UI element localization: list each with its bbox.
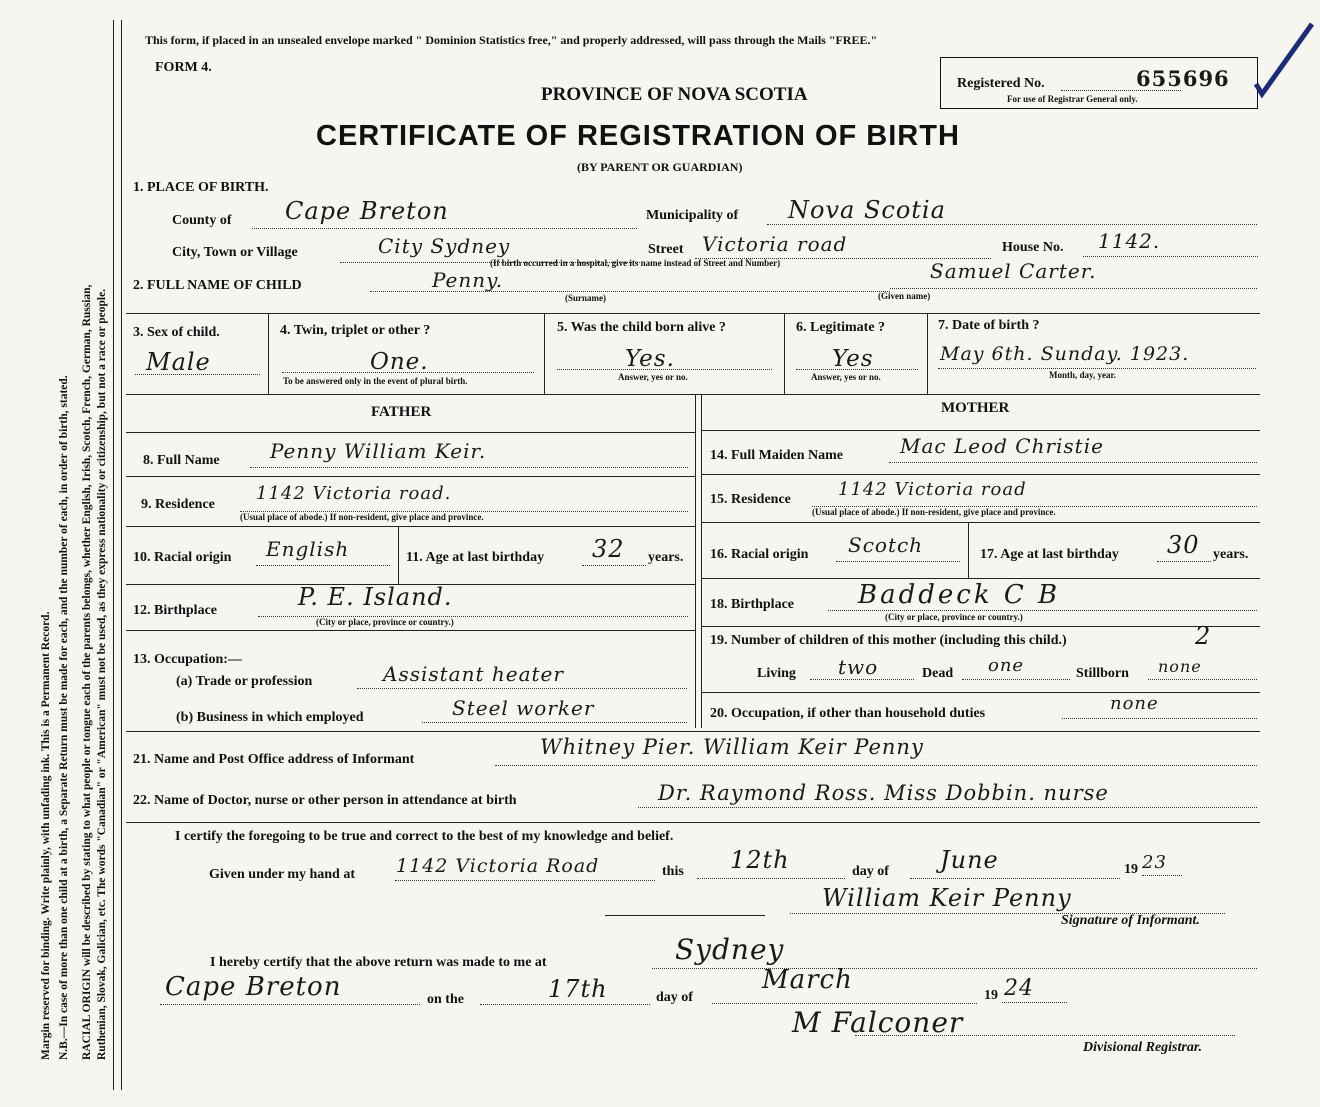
father-race-label: 10. Racial origin bbox=[133, 550, 232, 565]
margin-line-2: N.B.—In case of more than one child at a birth, a Separate Return must be made for each, and the number of each, in order of birth, stated. bbox=[58, 375, 70, 1060]
sex-label: 3. Sex of child. bbox=[133, 325, 220, 340]
given-at-label: Given under my hand at bbox=[209, 867, 355, 882]
street-label: Street bbox=[648, 242, 684, 257]
doctor-value: Dr. Raymond Ross. Miss Dobbin. nurse bbox=[658, 781, 1109, 805]
given-note: (Given name) bbox=[878, 291, 931, 301]
sex-value: Male bbox=[146, 348, 211, 376]
father-birthplace-label: 12. Birthplace bbox=[133, 603, 217, 618]
cert-year-prefix: 19 bbox=[1124, 862, 1138, 877]
cert-year: 23 bbox=[1142, 852, 1167, 873]
house-label: House No. bbox=[1002, 240, 1064, 255]
province-title: PROVINCE OF NOVA SCOTIA bbox=[541, 84, 808, 105]
county-label: County of bbox=[172, 213, 232, 228]
certify-statement: I certify the foregoing to be true and correct to the best of my knowledge and belief. bbox=[175, 829, 674, 844]
father-heading: FATHER bbox=[371, 404, 432, 420]
informant-label: 21. Name and Post Office address of Informant bbox=[133, 752, 415, 767]
father-business-value: Steel worker bbox=[452, 696, 595, 720]
mother-race-label: 16. Racial origin bbox=[710, 547, 809, 562]
mother-birthplace-note: (City or place, province or country.) bbox=[885, 612, 1023, 622]
father-years-label: years. bbox=[648, 550, 684, 565]
registered-label: Registered No. bbox=[957, 76, 1045, 91]
form-number: FORM 4. bbox=[155, 60, 212, 75]
doctor-label: 22. Name of Doctor, nurse or other person in attendance at birth bbox=[133, 793, 517, 808]
alive-label: 5. Was the child born alive ? bbox=[557, 320, 726, 335]
mother-name-value: Mac Leod Christie bbox=[900, 434, 1104, 458]
twin-value: One. bbox=[370, 349, 429, 375]
mother-years-label: years. bbox=[1213, 547, 1249, 562]
mother-age-value: 30 bbox=[1167, 531, 1200, 559]
child-surname: Penny. bbox=[432, 268, 504, 292]
dob-note: Month, day, year. bbox=[1049, 370, 1116, 380]
mother-heading: MOTHER bbox=[941, 400, 1010, 416]
dead-value: one bbox=[988, 655, 1025, 676]
street-value: Victoria road bbox=[702, 232, 848, 256]
mother-occupation-value: none bbox=[1110, 693, 1159, 714]
binding-line bbox=[121, 20, 122, 1090]
legitimate-label: 6. Legitimate ? bbox=[796, 320, 886, 335]
registrar-check-mark bbox=[1250, 20, 1320, 100]
mother-residence-note: (Usual place of abode.) If non-resident, give place and province. bbox=[812, 507, 1056, 517]
father-birthplace-value: P. E. Island. bbox=[298, 583, 453, 611]
city-value: City Sydney bbox=[378, 234, 511, 258]
county-value: Cape Breton bbox=[285, 197, 449, 225]
father-occupation-label: 13. Occupation:— bbox=[133, 652, 242, 667]
father-business-label: (b) Business in which employed bbox=[176, 710, 364, 725]
dead-label: Dead bbox=[922, 666, 954, 681]
living-value: two bbox=[838, 655, 879, 679]
surname-note: (Surname) bbox=[565, 293, 606, 303]
living-label: Living bbox=[757, 666, 796, 681]
child-given-name: Samuel Carter. bbox=[930, 259, 1097, 283]
registrar-on-label: on the bbox=[427, 992, 464, 1007]
informant-signature: William Keir Penny bbox=[822, 884, 1072, 912]
children-value: 2 bbox=[1195, 622, 1212, 650]
certificate-title: CERTIFICATE OF REGISTRATION OF BIRTH bbox=[316, 120, 960, 152]
cert-day: 12th bbox=[730, 846, 790, 874]
registrar-statement: I hereby certify that the above return was made to me at bbox=[210, 955, 547, 970]
father-residence-label: 9. Residence bbox=[141, 497, 215, 512]
margin-line-4: Ruthenian, Slovak, Galician, etc. The words "Canadian" or "American" must not be used, as they express nationality or citizenship, but not a race or people. bbox=[96, 288, 108, 1060]
father-name-value: Penny William Keir. bbox=[270, 439, 487, 463]
binding-line bbox=[113, 20, 114, 1090]
mother-occupation-label: 20. Occupation, if other than household duties bbox=[710, 706, 986, 721]
mail-notice: This form, if placed in an unsealed envelope marked " Dominion Statistics free," and properly addressed, will pass through the Mails "FREE." bbox=[145, 33, 878, 47]
margin-line-1: Margin reserved for binding. Write plainly, with unfading ink. This is a Permanent Record. bbox=[40, 611, 52, 1060]
stillborn-label: Stillborn bbox=[1076, 666, 1129, 681]
registrar-label: Divisional Registrar. bbox=[1083, 1040, 1203, 1055]
father-trade-label: (a) Trade or profession bbox=[176, 674, 313, 689]
this-label: this bbox=[662, 864, 684, 879]
house-value: 1142. bbox=[1098, 229, 1161, 253]
father-age-label: 11. Age at last birthday bbox=[406, 550, 545, 565]
dob-value: May 6th. Sunday. 1923. bbox=[940, 343, 1190, 365]
separator bbox=[605, 915, 765, 916]
father-trade-value: Assistant heater bbox=[383, 662, 564, 686]
twin-note: To be answered only in the event of plural birth. bbox=[283, 376, 468, 386]
dob-label: 7. Date of birth ? bbox=[938, 318, 1040, 333]
registrar-year-prefix: 19 bbox=[984, 988, 998, 1003]
legitimate-value: Yes bbox=[832, 346, 874, 372]
registrar-place: Sydney bbox=[675, 933, 785, 966]
cert-dayof-label: day of bbox=[852, 864, 889, 879]
father-birthplace-note: (City or place, province or country.) bbox=[316, 617, 454, 627]
registrar-year: 24 bbox=[1004, 976, 1034, 1001]
mother-residence-value: 1142 Victoria road bbox=[838, 479, 1027, 500]
registered-box bbox=[940, 57, 1258, 109]
twin-label: 4. Twin, triplet or other ? bbox=[280, 323, 431, 338]
registrar-dayof-label: day of bbox=[656, 990, 693, 1005]
children-label: 19. Number of children of this mother (including this child.) bbox=[710, 633, 1067, 648]
alive-note: Answer, yes or no. bbox=[618, 372, 688, 382]
municipality-value: Nova Scotia bbox=[788, 196, 946, 224]
registered-number: 655696 bbox=[1136, 66, 1230, 91]
mother-residence-label: 15. Residence bbox=[710, 492, 791, 507]
registrar-county: Cape Breton bbox=[165, 972, 342, 1002]
mother-age-label: 17. Age at last birthday bbox=[980, 547, 1119, 562]
mother-race-value: Scotch bbox=[848, 533, 924, 557]
given-at-value: 1142 Victoria Road bbox=[396, 855, 600, 877]
alive-value: Yes. bbox=[625, 346, 675, 372]
informant-signature-label: Signature of Informant. bbox=[1061, 913, 1200, 928]
place-of-birth-label: 1. PLACE OF BIRTH. bbox=[133, 180, 269, 195]
hospital-note: (If birth occurred in a hospital, give its name instead of Street and Number) bbox=[490, 258, 781, 268]
father-residence-note: (Usual place of abode.) If non-resident, give place and province. bbox=[240, 512, 484, 522]
registrar-month: March bbox=[762, 965, 853, 995]
child-name-label: 2. FULL NAME OF CHILD bbox=[133, 278, 302, 293]
registrar-day: 17th bbox=[548, 975, 608, 1003]
stillborn-value: none bbox=[1158, 657, 1202, 676]
mother-birthplace-label: 18. Birthplace bbox=[710, 597, 794, 612]
cert-month: June bbox=[940, 846, 999, 874]
municipality-label: Municipality of bbox=[646, 208, 739, 223]
certificate-subtitle: (BY PARENT OR GUARDIAN) bbox=[577, 160, 743, 174]
margin-line-3: RACIAL ORIGIN will be described by stating to what people or tongue each of the parents belongs, whether English, Irish, Scotch, French, German, Russian, bbox=[81, 284, 93, 1060]
legitimate-note: Answer, yes or no. bbox=[811, 372, 881, 382]
mother-name-label: 14. Full Maiden Name bbox=[710, 448, 843, 463]
mother-birthplace-value: Baddeck C B bbox=[858, 580, 1061, 610]
father-residence-value: 1142 Victoria road. bbox=[256, 483, 452, 504]
father-age-value: 32 bbox=[592, 535, 625, 563]
father-name-label: 8. Full Name bbox=[143, 453, 220, 468]
city-label: City, Town or Village bbox=[172, 245, 298, 260]
informant-value: Whitney Pier. William Keir Penny bbox=[540, 735, 924, 759]
registered-note: For use of Registrar General only. bbox=[1007, 94, 1138, 104]
registrar-signature: M Falconer bbox=[792, 1006, 964, 1039]
father-race-value: English bbox=[266, 537, 350, 561]
